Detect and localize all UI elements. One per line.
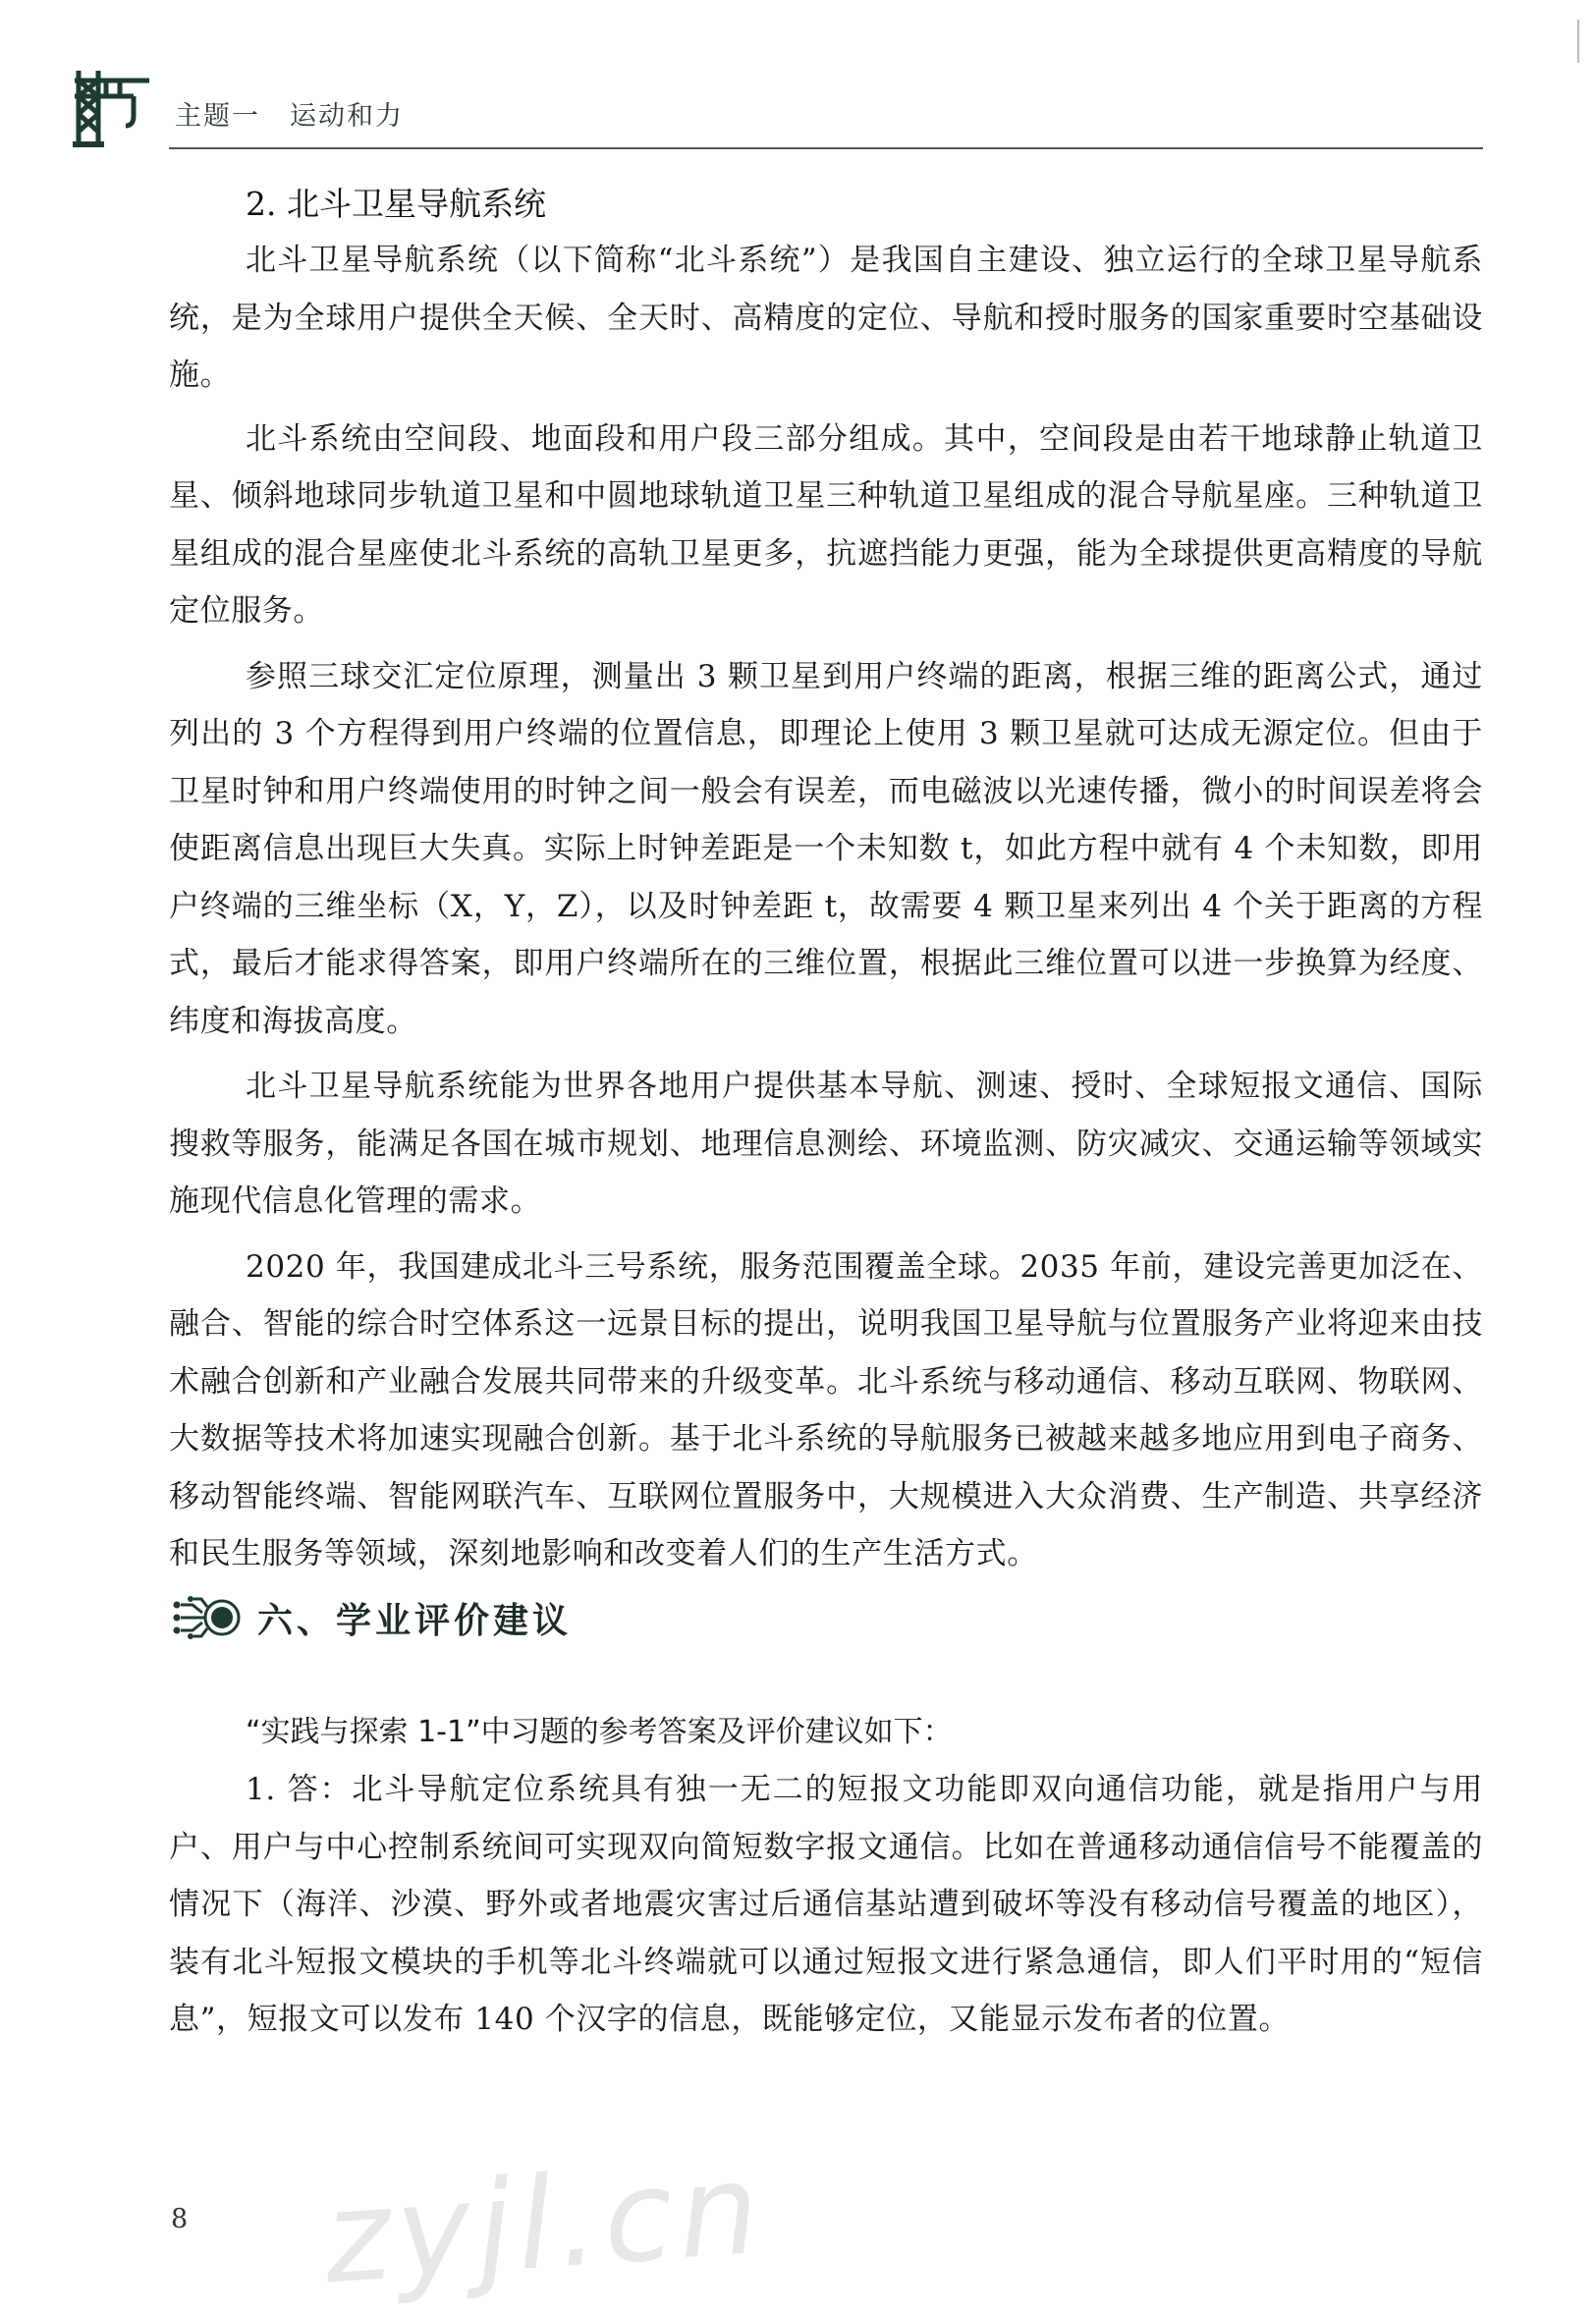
section-heading xyxy=(169,1589,572,1646)
header-divider xyxy=(169,147,1483,149)
section-title: 六、学业评价建议 xyxy=(257,1600,573,1641)
paragraph: 北斗系统由空间段、地面段和用户段三部分组成。其中，空间段是由若干地球静止轨道卫星、倾斜地球同步轨道卫星和中圆地球轨道卫星三种轨道卫星组成的混合导航星座。三种轨道卫星组成的混合星座使北斗系统的高轨卫星更多，抗遮挡能力更强，能为全球提供更高精度的导航定位服务。 xyxy=(169,420,1483,629)
evaluation-content xyxy=(169,1704,1483,2049)
paragraph: 北斗卫星导航系统（以下简称“北斗系统”）是我国自主建设、独立运行的全球卫星导航系统，是为全球用户提供全天候、全天时、高精度的定位、导航和授时服务的国家重要时空基础设施。 xyxy=(169,243,1483,393)
answer-paragraph: 1. 答：北斗导航定位系统具有独一无二的短报文功能即双向通信功能，就是指用户与用户、用户与中心控制系统间可实现双向简短数字报文通信。比如在普通移动通信信号不能覆盖的情况下（海洋、沙漠、野外或者地震灾害过后通信基站遭到破坏等没有移动信号覆盖的地区），装有北斗短报文模块的手机等北斗终端就可以通过短报文进行紧急通信，即人们平时用的“短信息”，短报文可以发布 140 个汉字的信息，既能够定位，又能显示发布者的位置。 xyxy=(169,1772,1483,2037)
paragraph: 2020 年，我国建成北斗三号系统，服务范围覆盖全球。2035 年前，建设完善更加泛在、融合、智能的综合时空体系这一远景目标的提出，说明我国卫星导航与位置服务产业将迎来由技术融合创新和产业融合发展共同带来的升级变革。北斗系统与移动通信、移动互联网、物联网、大数据等技术将加速实现融合创新。基于北斗系统的导航服务已被越来越多地应用到电子商务、移动智能终端、智能网联汽车、互联网位置服务中，大规模进入大众消费、生产制造、共享经济和民生服务等领域，深刻地影响和改变着人们的生产生活方式。 xyxy=(169,1248,1483,1571)
watermark: zyjl.cn xyxy=(319,2135,769,2312)
paragraph: 参照三球交汇定位原理，测量出 3 颗卫星到用户终端的距离，根据三维的距离公式，通过列出的 3 个方程得到用户终端的位置信息，即理论上使用 3 颗卫星就可达成无源定位。但由于卫星时钟和用户终端使用的时钟之间一般会有误差，而电磁波以光速传播，微小的时间误差将会使距离信息出现巨大失真。实际上时钟差距是一个未知数 t，如此方程中就有 4 个未知数，即用户终端的三维坐标（X，Y，Z），以及时钟差距 t，故需要 4 颗卫星来列出 4 个关于距离的方程式，最后才能求得答案，即用户终端所在的三维位置，根据此三维位置可以进一步换算为经度、纬度和海拔高度。 xyxy=(169,658,1483,1039)
header-theme: 主题一 xyxy=(175,101,260,132)
header-title: 运动和力 xyxy=(290,101,404,132)
main-content xyxy=(169,177,1483,1583)
crane-tower-icon xyxy=(71,67,155,149)
section-bullet-icon xyxy=(169,1591,248,1644)
scan-edge-mark xyxy=(1577,20,1579,63)
page-number: 8 xyxy=(171,2204,189,2234)
subsection-heading: 2. 北斗卫星导航系统 xyxy=(246,185,546,223)
running-header xyxy=(175,94,404,133)
exercise-intro: “实践与探索 1-1”中习题的参考答案及评价建议如下： xyxy=(246,1715,953,1749)
paragraph: 北斗卫星导航系统能为世界各地用户提供基本导航、测速、授时、全球短报文通信、国际搜救等服务，能满足各国在城市规划、地理信息测绘、环境监测、防灾减灾、交通运输等领域实施现代信息化管理的需求。 xyxy=(169,1069,1483,1219)
